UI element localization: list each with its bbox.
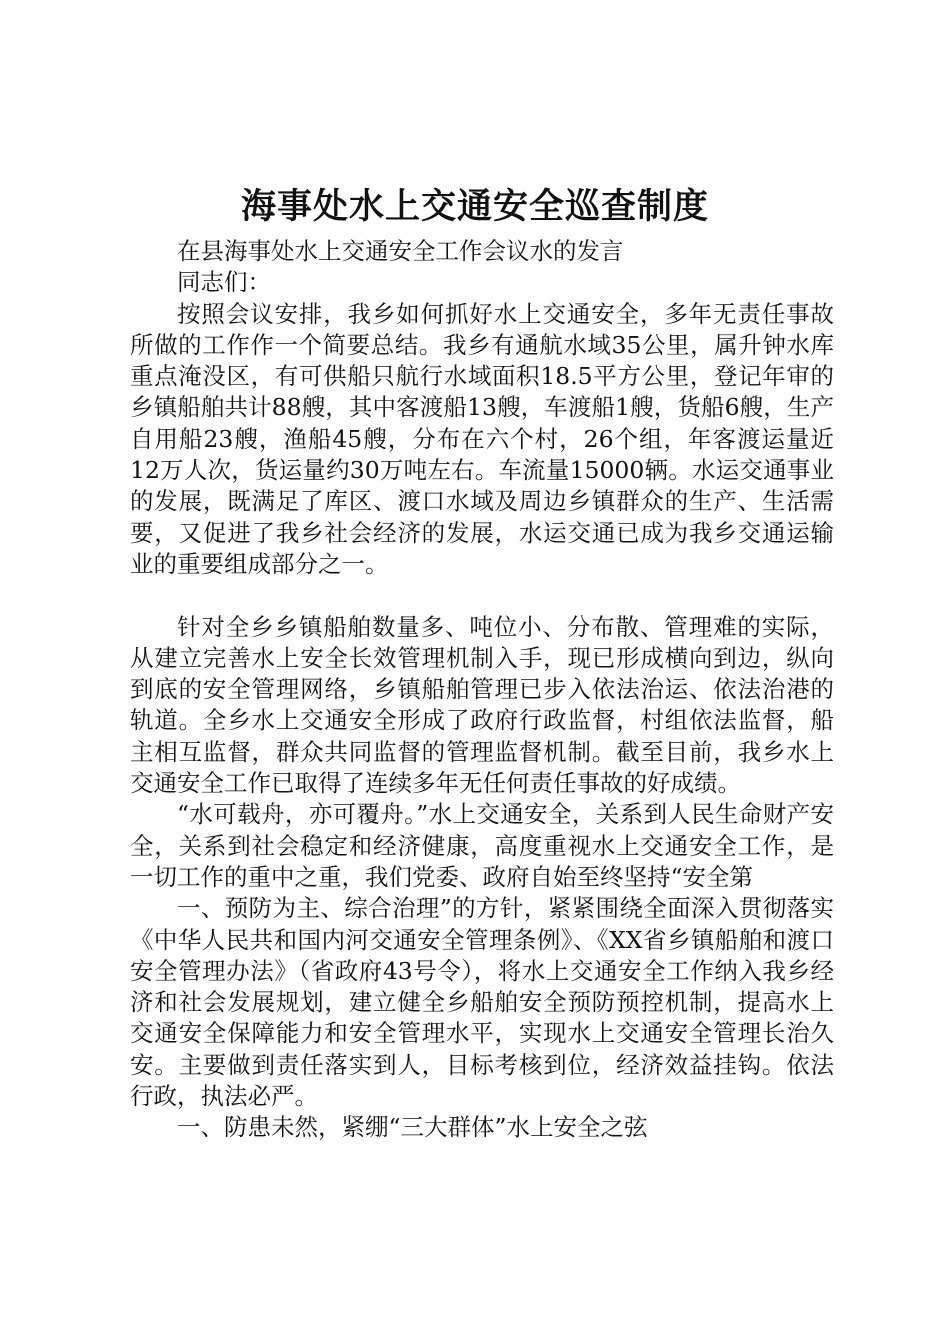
- paragraph-management: 针对全乡乡镇船舶数量多、吨位小、分布散、管理难的实际，从建立完善水上安全长效管理机制入手，现已形成横向到边，纵向到底的安全管理网络，乡镇船舶管理已步入依法治运、依法治港的轨道。全乡水上交通安全形成了政府行政监督，村组依法监督，船主相互监督，群众共同监督的管理监督机制。截至目前，我乡水上交通安全工作已取得了连续多年无任何责任事故的好成绩。: [130, 612, 834, 798]
- paragraph-safety-importance: “水可载舟，亦可覆舟。”水上交通安全，关系到人民生命财产安全，关系到社会稳定和经济健康，高度重视水上交通安全工作，是一切工作的重中之重，我们党委、政府自始至终坚持“安全第: [130, 800, 834, 891]
- paragraph-occasion: 在县海事处水上交通安全工作会议水的发言: [177, 237, 624, 265]
- paragraph-salutation: 同志们：: [177, 268, 271, 297]
- paragraph-overview: 按照会议安排，我乡如何抓好水上交通安全，多年无责任事故所做的工作作一个简要总结。我乡有通航水域35公里，属升钟水库重点淹没区，有可供船只航行水域面积18.5平方公里，登记年审的乡镇船舶共计88艘，其中客渡船13艘，车渡船1艘，货船6艘，生产自用船23艘，渔船45艘，分布在六个村，26个组，年客渡运量近12万人次，货运量约30万吨左右。车流量15000辆。水运交通事业的发展，既满足了库区、渡口水域及周边乡镇群众的生产、生活需要，又促进了我乡社会经济的发展，水运交通已成为我乡交通运输业的重要组成部分之一。: [130, 299, 834, 578]
- document-title: 海事处水上交通安全巡查制度: [240, 186, 709, 227]
- paragraph-policy: 一、预防为主、综合治理”的方针，紧紧围绕全面深入贯彻落实《中华人民共和国内河交通安全管理条例》、《XX省乡镇船舶和渡口安全管理办法》（省政府43号令），将水上交通安全工作纳入我乡经济和社会发展规划，建立健全乡船舶安全预防预控机制，提高水上交通安全保障能力和安全管理水平，实现水上交通安全管理长治久安。主要做到责任落实到人，目标考核到位，经济效益挂钩。依法行政，执法必严。: [130, 894, 834, 1111]
- paragraph-heading-prevention: 一、防患未然，紧绷“三大群体”水上安全之弦: [177, 1113, 648, 1142]
- document-body: [130, 236, 834, 1144]
